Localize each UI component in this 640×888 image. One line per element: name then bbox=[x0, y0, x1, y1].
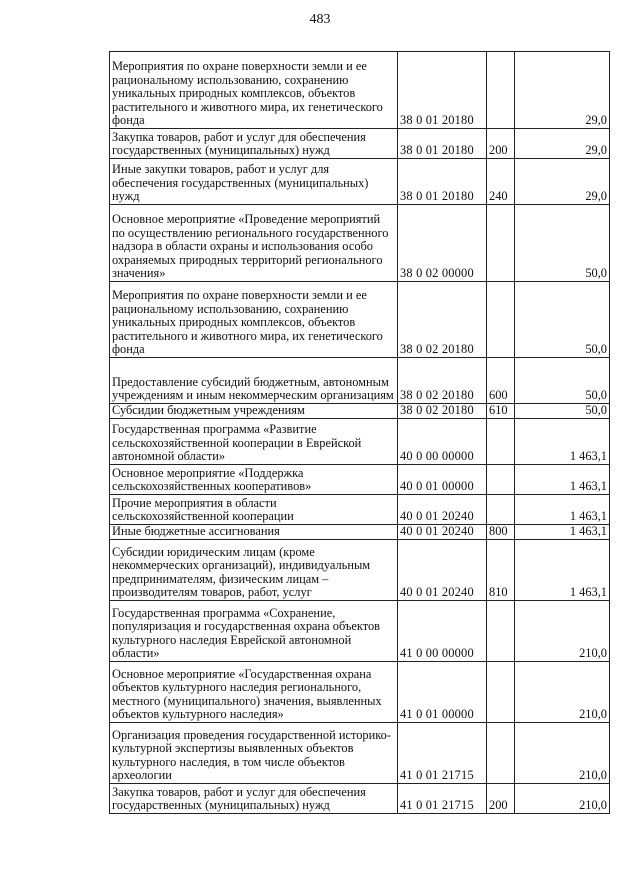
row-code: 40 0 01 20240 bbox=[398, 525, 487, 540]
row-type: 600 bbox=[487, 358, 515, 404]
table-row bbox=[110, 419, 610, 465]
row-name: Основное мероприятие «Поддержка сельскохозяйственных кооперативов» bbox=[110, 465, 398, 495]
row-name: Государственная программа «Сохранение, популяризация и государственная охрана объектов культурного наследия Еврейской автономной области» bbox=[110, 601, 398, 662]
row-name: Организация проведения государственной историко-культурной экспертизы выявленных объектов культурного наследия, в том числе объектов археологии bbox=[110, 723, 398, 784]
row-code: 38 0 02 20180 bbox=[398, 404, 487, 419]
table-row bbox=[110, 404, 610, 419]
table-row bbox=[110, 662, 610, 723]
table-row bbox=[110, 784, 610, 814]
row-type: 200 bbox=[487, 784, 515, 814]
row-amount: 1 463,1 bbox=[515, 495, 610, 525]
row-code: 41 0 01 00000 bbox=[398, 662, 487, 723]
row-amount: 50,0 bbox=[515, 282, 610, 358]
row-name: Прочие мероприятия в области сельскохозяйственной кооперации bbox=[110, 495, 398, 525]
row-type bbox=[487, 205, 515, 282]
row-name: Субсидии бюджетным учреждениям bbox=[110, 404, 398, 419]
row-amount: 1 463,1 bbox=[515, 540, 610, 601]
table-row bbox=[110, 358, 610, 404]
row-name: Мероприятия по охране поверхности земли и ее рациональному использованию, сохранению уникальных природных комплексов, объектов растительного и животного мира, их генетического фонда bbox=[110, 52, 398, 129]
row-code: 40 0 01 20240 bbox=[398, 495, 487, 525]
row-code: 38 0 01 20180 bbox=[398, 159, 487, 205]
page-number: 483 bbox=[309, 12, 331, 27]
row-type bbox=[487, 465, 515, 495]
row-amount: 1 463,1 bbox=[515, 465, 610, 495]
row-name: Предоставление субсидий бюджетным, автономным учреждениям и иным некоммерческим организациям bbox=[110, 358, 398, 404]
row-code: 38 0 02 20180 bbox=[398, 358, 487, 404]
table-row bbox=[110, 495, 610, 525]
row-amount: 210,0 bbox=[515, 601, 610, 662]
row-amount: 210,0 bbox=[515, 723, 610, 784]
row-code: 40 0 01 20240 bbox=[398, 540, 487, 601]
table-row bbox=[110, 465, 610, 495]
table-row bbox=[110, 52, 610, 129]
row-name: Государственная программа «Развитие сельскохозяйственной кооперации в Еврейской автономной области» bbox=[110, 419, 398, 465]
table-row bbox=[110, 540, 610, 601]
row-amount: 29,0 bbox=[515, 52, 610, 129]
row-code: 38 0 01 20180 bbox=[398, 52, 487, 129]
row-amount: 210,0 bbox=[515, 662, 610, 723]
row-type bbox=[487, 282, 515, 358]
table-row bbox=[110, 723, 610, 784]
row-type bbox=[487, 495, 515, 525]
row-name: Мероприятия по охране поверхности земли и ее рациональному использованию, сохранению уникальных природных комплексов, объектов растительного и животного мира, их генетического фонда bbox=[110, 282, 398, 358]
row-amount: 29,0 bbox=[515, 129, 610, 159]
row-name: Основное мероприятие «Государственная охрана объектов культурного наследия регионального, местного (муниципального) значения, выявленных объектов культурного наследия» bbox=[110, 662, 398, 723]
row-type bbox=[487, 601, 515, 662]
table-row bbox=[110, 159, 610, 205]
row-type bbox=[487, 662, 515, 723]
row-type: 240 bbox=[487, 159, 515, 205]
table-row bbox=[110, 205, 610, 282]
row-amount: 210,0 bbox=[515, 784, 610, 814]
row-code: 40 0 01 00000 bbox=[398, 465, 487, 495]
row-name: Субсидии юридическим лицам (кроме некоммерческих организаций), индивидуальным предпринимателям, физическим лицам – производителям товаров, работ, услуг bbox=[110, 540, 398, 601]
budget-table bbox=[109, 51, 610, 814]
row-name: Основное мероприятие «Проведение мероприятий по осуществлению регионального государственного надзора в области охраны и использования особо охраняемых природных территорий регионального значения» bbox=[110, 205, 398, 282]
row-amount: 1 463,1 bbox=[515, 419, 610, 465]
row-code: 38 0 01 20180 bbox=[398, 129, 487, 159]
row-type bbox=[487, 723, 515, 784]
row-code: 41 0 00 00000 bbox=[398, 601, 487, 662]
table-row bbox=[110, 282, 610, 358]
table-row bbox=[110, 601, 610, 662]
table-row bbox=[110, 525, 610, 540]
row-type: 810 bbox=[487, 540, 515, 601]
row-name: Иные бюджетные ассигнования bbox=[110, 525, 398, 540]
row-name: Иные закупки товаров, работ и услуг для обеспечения государственных (муниципальных) нужд bbox=[110, 159, 398, 205]
row-type bbox=[487, 419, 515, 465]
row-amount: 29,0 bbox=[515, 159, 610, 205]
row-name: Закупка товаров, работ и услуг для обеспечения государственных (муниципальных) нужд bbox=[110, 784, 398, 814]
row-type: 800 bbox=[487, 525, 515, 540]
table-row bbox=[110, 129, 610, 159]
row-code: 38 0 02 00000 bbox=[398, 205, 487, 282]
row-type bbox=[487, 52, 515, 129]
row-amount: 50,0 bbox=[515, 404, 610, 419]
row-code: 41 0 01 21715 bbox=[398, 723, 487, 784]
row-type: 610 bbox=[487, 404, 515, 419]
row-code: 40 0 00 00000 bbox=[398, 419, 487, 465]
row-amount: 1 463,1 bbox=[515, 525, 610, 540]
row-code: 38 0 02 20180 bbox=[398, 282, 487, 358]
row-name: Закупка товаров, работ и услуг для обеспечения государственных (муниципальных) нужд bbox=[110, 129, 398, 159]
row-amount: 50,0 bbox=[515, 358, 610, 404]
row-amount: 50,0 bbox=[515, 205, 610, 282]
row-code: 41 0 01 21715 bbox=[398, 784, 487, 814]
row-type: 200 bbox=[487, 129, 515, 159]
